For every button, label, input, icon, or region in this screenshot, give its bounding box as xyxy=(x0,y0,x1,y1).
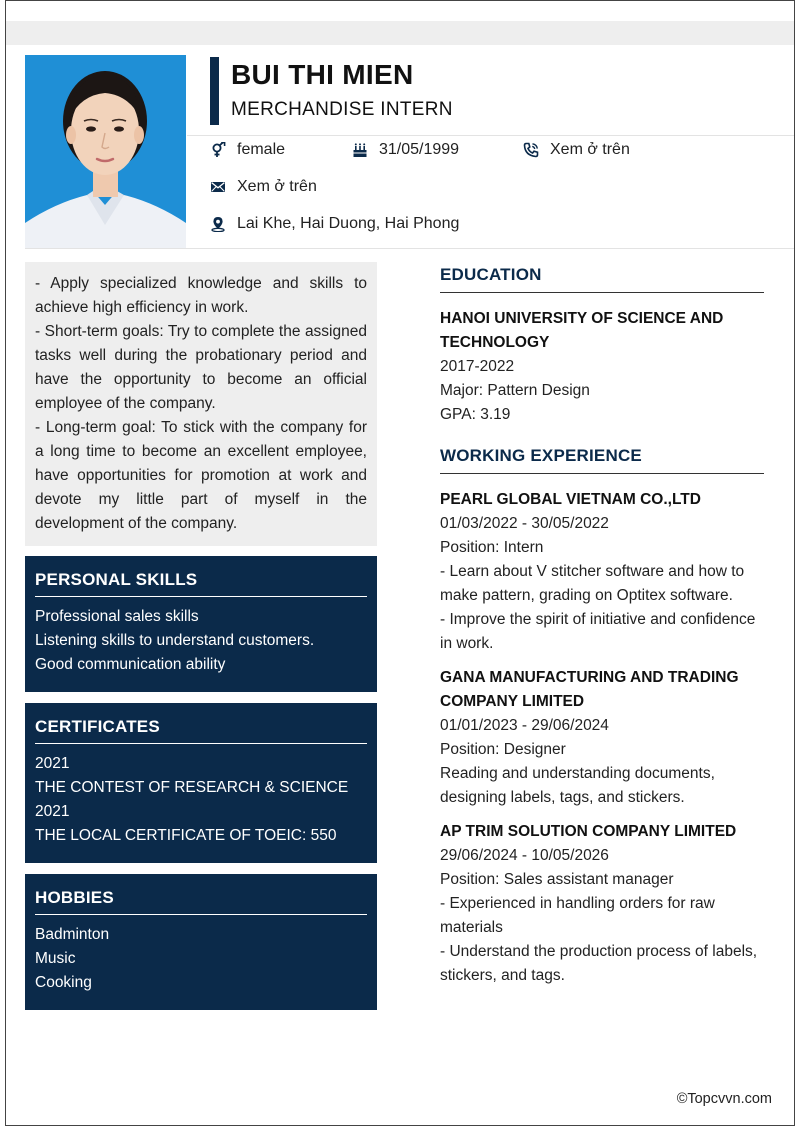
gender-icon xyxy=(209,141,227,159)
job-dates: 01/01/2023 - 29/06/2024 xyxy=(440,717,609,734)
skill-item: Good communication ability xyxy=(35,656,226,673)
objective-line: - Apply specialized knowledge and skills to achieve high efficiency in work. xyxy=(35,275,367,316)
company-name: GANA MANUFACTURING AND TRADING COMPANY LIMITED xyxy=(440,669,739,710)
company-name: PEARL GLOBAL VIETNAM CO.,LTD xyxy=(440,491,701,508)
job-detail: - Learn about V stitcher software and how to make pattern, grading on Optitex software. xyxy=(440,563,745,604)
job-position: Position: Sales assistant manager xyxy=(440,871,674,888)
footer-credit-link[interactable]: ©Topcvvn.com xyxy=(676,1091,772,1107)
envelope-icon xyxy=(209,178,227,196)
top-band xyxy=(6,21,794,45)
divider xyxy=(187,135,794,136)
job-detail: - Improve the spirit of initiative and confidence in work. xyxy=(440,611,756,652)
birthday-cake-icon xyxy=(351,141,369,159)
job-position: Position: Intern xyxy=(440,539,544,556)
job-detail: - Experienced in handling orders for raw materials xyxy=(440,895,715,936)
certificates-section xyxy=(25,703,377,863)
job-dates: 01/03/2022 - 30/05/2022 xyxy=(440,515,609,532)
school-name: HANOI UNIVERSITY OF SCIENCE AND TECHNOLOGY xyxy=(440,310,724,351)
section-heading: PERSONAL SKILLS xyxy=(35,556,367,597)
divider xyxy=(25,248,794,249)
hobby-item: Badminton xyxy=(35,926,110,943)
certificate-item: 2021 xyxy=(35,803,70,820)
section-heading: CERTIFICATES xyxy=(35,703,367,744)
certificate-item: 2021 xyxy=(35,755,70,772)
gender-value: female xyxy=(237,141,286,158)
address-value: Lai Khe, Hai Duong, Hai Phong xyxy=(237,215,460,232)
skill-item: Professional sales skills xyxy=(35,608,199,625)
location-pin-icon xyxy=(209,215,227,233)
email-value: Xem ở trên xyxy=(237,178,317,195)
hobbies-section xyxy=(25,874,377,1010)
phone-value: Xem ở trên xyxy=(550,141,630,158)
birthday-info xyxy=(351,141,459,159)
job-entry xyxy=(440,820,764,988)
hobby-item: Music xyxy=(35,950,76,967)
personal-skills-section xyxy=(25,556,377,692)
profile-photo xyxy=(25,55,186,249)
job-entry xyxy=(440,666,764,810)
job-detail: Reading and understanding documents, designing labels, tags, and stickers. xyxy=(440,765,715,806)
education-entry xyxy=(440,307,764,427)
title-accent-bar xyxy=(210,57,219,125)
section-heading: EDUCATION xyxy=(440,265,764,293)
email-info xyxy=(209,178,317,196)
certificate-item: THE CONTEST OF RESEARCH & SCIENCE xyxy=(35,779,349,796)
cv-sheet xyxy=(5,0,795,1126)
address-info xyxy=(209,215,459,233)
experience-section xyxy=(440,446,764,988)
education-section xyxy=(440,265,764,427)
phone-info xyxy=(522,141,630,159)
education-years: 2017-2022 xyxy=(440,358,515,375)
section-heading: WORKING EXPERIENCE xyxy=(440,446,764,474)
job-detail: - Understand the production process of labels, stickers, and tags. xyxy=(440,943,758,984)
section-heading: HOBBIES xyxy=(35,874,367,915)
phone-icon xyxy=(522,141,540,159)
education-major: Major: Pattern Design xyxy=(440,382,590,399)
hobby-item: Cooking xyxy=(35,974,92,991)
objective-line: - Short-term goals: Try to complete the assigned tasks well during the probationary period and have the opportunity to become an official employee of the company. xyxy=(35,323,367,412)
job-title: MERCHANDISE INTERN xyxy=(231,99,453,120)
career-objective xyxy=(25,262,377,546)
birthday-value: 31/05/1999 xyxy=(379,141,460,158)
education-gpa: GPA: 3.19 xyxy=(440,406,511,423)
skill-item: Listening skills to understand customers. xyxy=(35,632,315,649)
certificate-item: THE LOCAL CERTIFICATE OF TOEIC: 550 xyxy=(35,827,337,844)
job-position: Position: Designer xyxy=(440,741,566,758)
candidate-name: BUI THI MIEN xyxy=(231,59,414,90)
objective-line: - Long-term goal: To stick with the company for a long time to become an excellent employee, have opportunities for promotion at work and devote my little part of myself in the development of the company. xyxy=(35,419,367,532)
job-entry xyxy=(440,488,764,656)
gender-info xyxy=(209,141,285,159)
job-dates: 29/06/2024 - 10/05/2026 xyxy=(440,847,609,864)
portrait-illustration xyxy=(25,55,186,249)
company-name: AP TRIM SOLUTION COMPANY LIMITED xyxy=(440,823,737,840)
